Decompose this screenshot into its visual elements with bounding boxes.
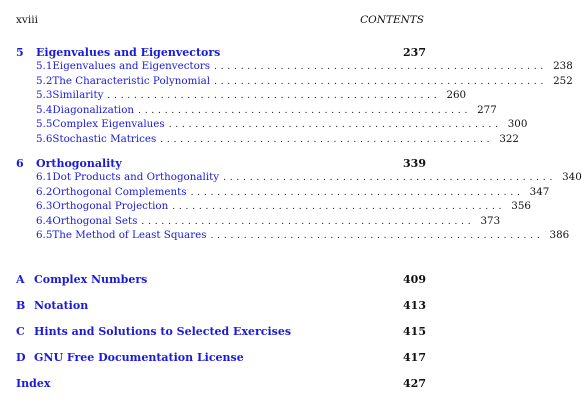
section-title[interactable]: Eigenvalues and Eigenvectors bbox=[52, 60, 211, 72]
dot-leader: .................................................. bbox=[214, 62, 548, 72]
running-title: CONTENTS bbox=[360, 14, 424, 26]
section-page: 373 bbox=[480, 214, 501, 227]
section-entry[interactable] bbox=[16, 200, 531, 215]
appendix-title[interactable]: Hints and Solutions to Selected Exercises bbox=[34, 325, 292, 338]
appendix-page: 409 bbox=[403, 273, 426, 286]
section-number: 5.5 bbox=[36, 118, 53, 131]
section-entry[interactable] bbox=[16, 185, 550, 201]
appendix-letter: A bbox=[16, 273, 25, 286]
section-number: 5.3 bbox=[36, 89, 53, 102]
chapter-entry[interactable] bbox=[16, 46, 426, 60]
section-number: 6.2 bbox=[36, 185, 53, 198]
section-title[interactable]: Stochastic Matrices bbox=[52, 132, 157, 145]
page-header bbox=[16, 14, 424, 26]
dot-leader: .................................................. bbox=[223, 173, 557, 183]
dot-leader: .................................................. bbox=[141, 216, 475, 227]
section-page: 322 bbox=[499, 132, 519, 145]
section-entry[interactable] bbox=[16, 89, 467, 104]
section-number: 6.5 bbox=[36, 229, 53, 242]
section-page: 260 bbox=[446, 89, 467, 102]
section-number: 5.6 bbox=[36, 132, 53, 145]
appendix-entry[interactable] bbox=[16, 325, 426, 338]
chapter-entry[interactable] bbox=[16, 157, 426, 171]
appendix-title[interactable]: Notation bbox=[34, 299, 89, 312]
section-number: 5.4 bbox=[36, 103, 53, 116]
dot-leader: .................................................. bbox=[210, 231, 544, 242]
section-title[interactable]: Diagonalization bbox=[52, 103, 135, 116]
section-entry[interactable] bbox=[16, 60, 573, 75]
section-entry[interactable] bbox=[16, 132, 519, 148]
section-entry[interactable] bbox=[16, 103, 497, 119]
section-title[interactable]: The Method of Least Squares bbox=[52, 229, 207, 242]
section-page: 252 bbox=[553, 74, 573, 87]
dot-leader: .................................................. bbox=[160, 134, 494, 145]
appendix-entry[interactable] bbox=[16, 299, 426, 312]
page-number: xviii bbox=[16, 14, 38, 26]
appendix-title[interactable]: GNU Free Documentation License bbox=[34, 351, 244, 364]
chapter-number: 5 bbox=[16, 46, 24, 59]
section-entry[interactable] bbox=[16, 214, 501, 230]
section-title[interactable]: Complex Eigenvalues bbox=[52, 118, 165, 131]
section-number: 5.1 bbox=[36, 60, 53, 72]
section-number: 5.2 bbox=[36, 74, 53, 87]
appendix-letter: B bbox=[16, 299, 26, 312]
section-page: 238 bbox=[553, 60, 573, 72]
chapter-title[interactable]: Orthogonality bbox=[36, 157, 122, 170]
section-entry[interactable] bbox=[16, 118, 528, 133]
appendix-page: 417 bbox=[403, 351, 426, 364]
toc-chapter-5 bbox=[16, 46, 573, 148]
appendix-letter: D bbox=[16, 351, 26, 364]
section-page: 356 bbox=[511, 200, 531, 213]
section-number: 6.1 bbox=[36, 171, 53, 183]
section-page: 300 bbox=[507, 118, 528, 131]
section-title[interactable]: The Characteristic Polynomial bbox=[52, 74, 211, 87]
appendix-page: 413 bbox=[403, 299, 426, 312]
index-title[interactable]: Index bbox=[16, 377, 51, 390]
section-title[interactable]: Dot Products and Orthogonality bbox=[52, 171, 220, 183]
chapter-page: 339 bbox=[403, 157, 426, 170]
appendix-entry[interactable] bbox=[16, 351, 426, 364]
section-page: 386 bbox=[549, 229, 570, 242]
section-title[interactable]: Similarity bbox=[52, 89, 104, 102]
dot-leader: .................................................. bbox=[214, 76, 548, 87]
dot-leader: .................................................. bbox=[190, 187, 524, 198]
section-title[interactable]: Orthogonal Complements bbox=[52, 185, 187, 198]
section-page: 340 bbox=[562, 171, 582, 183]
appendix-letter: C bbox=[16, 325, 25, 338]
appendix-title[interactable]: Complex Numbers bbox=[34, 273, 148, 286]
dot-leader: .................................................. bbox=[168, 120, 502, 131]
section-page: 347 bbox=[529, 185, 550, 198]
dot-leader: .................................................. bbox=[172, 202, 506, 213]
section-entry[interactable] bbox=[16, 74, 573, 90]
index-page: 427 bbox=[403, 377, 426, 390]
section-title[interactable]: Orthogonal Projection bbox=[52, 200, 169, 213]
index-entry[interactable] bbox=[16, 377, 426, 390]
chapter-page: 237 bbox=[403, 46, 426, 59]
appendix-page: 415 bbox=[403, 325, 426, 338]
section-number: 6.3 bbox=[36, 200, 53, 213]
section-page: 277 bbox=[477, 103, 497, 116]
appendix-entry[interactable] bbox=[16, 273, 426, 286]
chapter-number: 6 bbox=[16, 157, 24, 170]
section-entry[interactable] bbox=[16, 229, 570, 244]
chapter-title[interactable]: Eigenvalues and Eigenvectors bbox=[36, 46, 221, 59]
section-entry[interactable] bbox=[16, 171, 582, 186]
section-title[interactable]: Orthogonal Sets bbox=[52, 214, 138, 227]
section-number: 6.4 bbox=[36, 214, 53, 227]
dot-leader: .................................................. bbox=[107, 91, 441, 102]
toc-chapter-6 bbox=[16, 157, 582, 244]
dot-leader: .................................................. bbox=[138, 105, 472, 116]
